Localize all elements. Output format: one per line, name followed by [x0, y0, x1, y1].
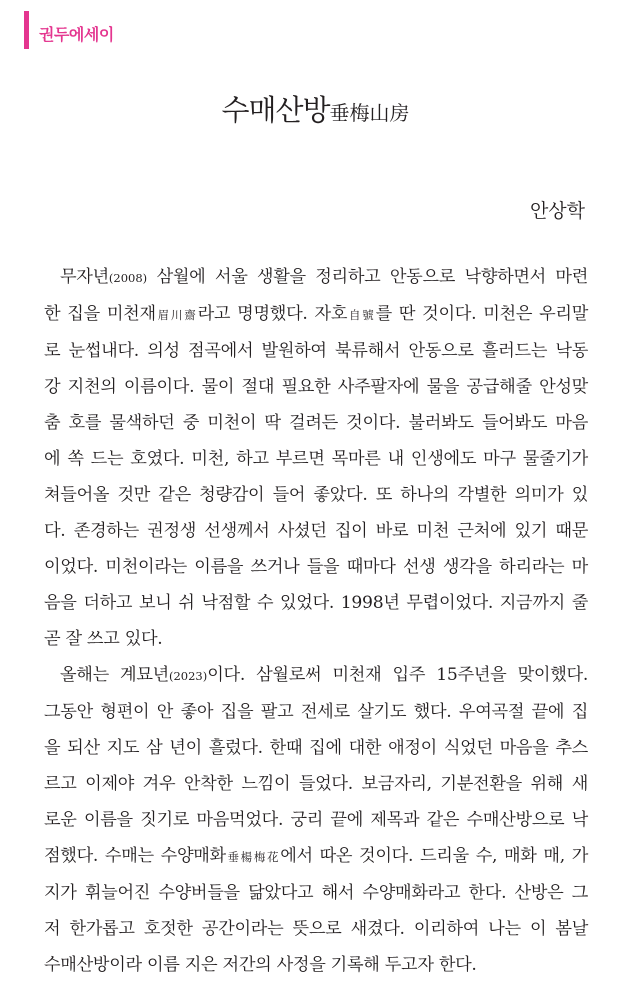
essay-line [44, 802, 588, 838]
line-text: 올해는 계묘년 [60, 665, 169, 685]
essay-line [44, 369, 588, 405]
line-text: 곧 잘 쓰고 있다. [44, 629, 163, 649]
line-text: 삼월에 서울 생활을 정리하고 안동으로 낙향하면서 마련 [147, 267, 588, 287]
inline-annotation: 自號 [347, 308, 376, 322]
essay-line [44, 838, 588, 875]
essay-line [44, 730, 588, 766]
inline-annotation: 垂楊梅花 [225, 850, 281, 864]
essay-line [44, 875, 588, 911]
section-label-text: 권두에세이 [39, 24, 114, 44]
line-text: 음을 더하고 보니 쉬 낙점할 수 있었다. 1998년 무렵이었다. 지금까지 줄 [44, 593, 588, 613]
author-name: 안상학 [529, 200, 585, 222]
section-accent-bar [24, 11, 29, 49]
line-text: 점했다. 수매는 수양매화 [44, 846, 226, 866]
inline-annotation: 眉川齋 [155, 308, 198, 322]
essay-line [44, 549, 588, 585]
line-text: 수매산방이라 이름 지은 저간의 사정을 기록해 두고자 한다. [44, 955, 477, 975]
line-text: 로운 이름을 짓기로 마음먹었다. 궁리 끝에 제목과 같은 수매산방으로 낙 [44, 810, 588, 830]
essay-line [44, 405, 588, 441]
inline-annotation: (2023) [168, 669, 208, 683]
essay-line [44, 296, 588, 333]
essay-line [44, 766, 588, 802]
line-text: 저 한가롭고 호젓한 공간이라는 뜻으로 새겼다. 이리하여 나는 이 봄날 [44, 919, 588, 939]
essay-paragraph [44, 259, 588, 657]
line-text: 에 쏙 드는 호였다. 미천, 하고 부르면 목마른 내 인생에도 마구 물줄기가 [44, 449, 588, 469]
line-text: 이었다. 미천이라는 이름을 쓰거나 들을 때마다 선생 생각을 하리라는 마 [44, 557, 588, 577]
line-text: 무자년 [60, 267, 109, 287]
essay-line [44, 694, 588, 730]
line-text: 지가 휘늘어진 수양버들을 닮았다고 해서 수양매화라고 한다. 산방은 그 [44, 883, 588, 903]
essay-line [44, 441, 588, 477]
essay-paragraph [44, 657, 588, 983]
line-text: 이다. 삼월로써 미천재 입주 15주년을 맞이했다. [207, 665, 589, 685]
essay-line [44, 259, 588, 296]
line-text: 을 되산 지도 삼 년이 흘렀다. 한때 집에 대한 애정이 식었던 마음을 추스 [44, 738, 588, 758]
line-text: 르고 이제야 겨우 안착한 느낌이 들었다. 보금자리, 기분전환을 위해 새 [44, 774, 588, 794]
essay-line [44, 657, 588, 694]
line-text: 를 딴 것이다. 미천은 우리말 [375, 304, 589, 324]
essay-line [44, 947, 588, 983]
section-label [24, 11, 114, 49]
line-text: 에서 따온 것이다. 드리울 수, 매화 매, 가 [280, 846, 589, 866]
line-text: 쳐들어올 것만 같은 청량감이 들어 좋았다. 또 하나의 각별한 의미가 있 [44, 485, 588, 505]
line-text: 춤 호를 물색하던 중 미천이 딱 걸려든 것이다. 불러봐도 들어봐도 마음 [44, 413, 588, 433]
inline-annotation: (2008) [108, 271, 148, 285]
page-title [0, 88, 631, 129]
line-text: 그동안 형편이 안 좋아 집을 팔고 전세로 살기도 했다. 우여곡절 끝에 집 [44, 702, 588, 722]
essay-line [44, 621, 588, 657]
line-text: 강 지천의 이름이다. 물이 절대 필요한 사주팔자에 물을 공급해줄 안성맞 [44, 377, 588, 397]
title-hangul: 수매산방 [221, 93, 330, 127]
essay-line [44, 585, 588, 621]
essay-body [44, 259, 588, 983]
essay-line [44, 477, 588, 513]
title-hanja: 垂梅山房 [329, 101, 410, 125]
line-text: 라고 명명했다. 자호 [197, 304, 348, 324]
line-text: 로 눈썹내다. 의성 점곡에서 발원하여 북류해서 안동으로 흘러드는 낙동 [44, 341, 588, 361]
line-text: 다. 존경하는 권정생 선생께서 사셨던 집이 바로 미천 근처에 있기 때문 [44, 521, 588, 541]
essay-line [44, 911, 588, 947]
essay-line [44, 333, 588, 369]
essay-line [44, 513, 588, 549]
line-text: 한 집을 미천재 [44, 304, 156, 324]
